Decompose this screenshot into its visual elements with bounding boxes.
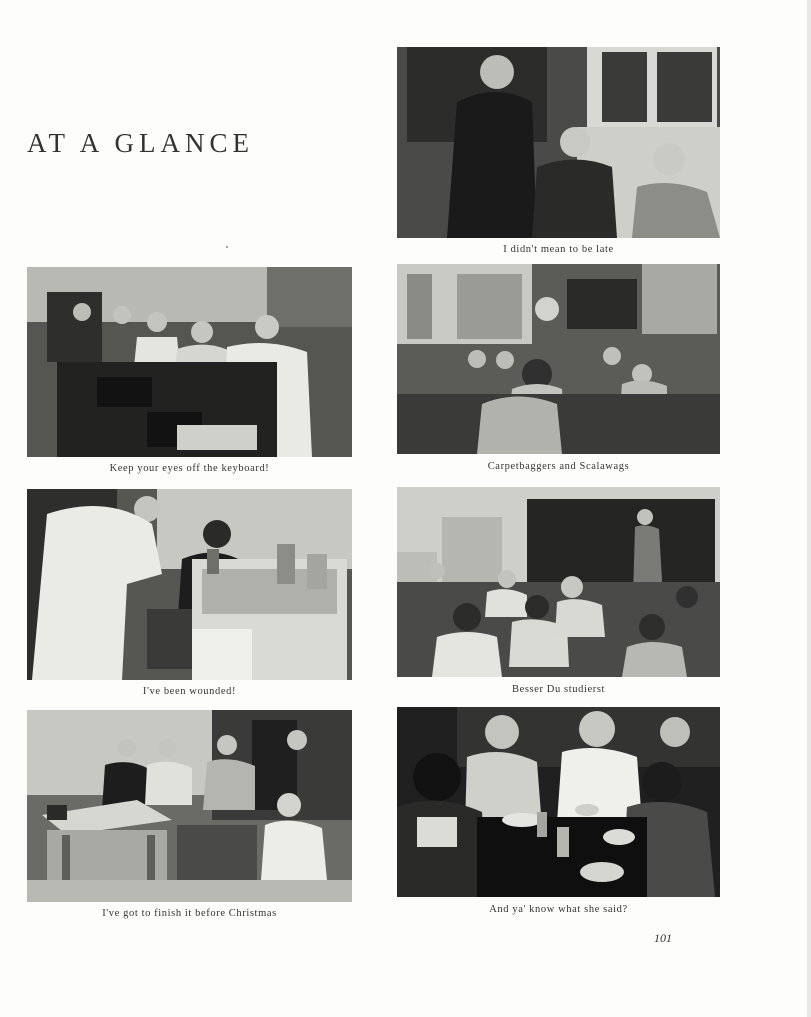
- photo-late-arrival: [397, 47, 720, 238]
- caption-german-class: Besser Du studierst: [511, 684, 606, 695]
- photo-shop-class: [27, 710, 352, 902]
- caption-late-arrival: I didn't mean to be late: [503, 244, 614, 255]
- scan-edge: [807, 0, 811, 1017]
- caption-shop-class: I've got to finish it before Christmas: [102, 908, 277, 919]
- caption-typing-class: Keep your eyes off the keyboard!: [109, 463, 270, 474]
- photo-typing-class: [27, 267, 352, 457]
- page-number: 101: [654, 931, 672, 945]
- caption-history-class: Carpetbaggers and Scalawags: [487, 461, 630, 472]
- caption-cafeteria: And ya' know what she said?: [489, 904, 628, 915]
- photo-nurse-office: [27, 489, 352, 680]
- ink-dot: [226, 246, 228, 248]
- caption-nurse-office: I've been wounded!: [142, 686, 237, 697]
- photo-history-class: [397, 264, 720, 454]
- page-heading: AT A GLANCE: [27, 128, 255, 158]
- photo-cafeteria: [397, 707, 720, 897]
- photo-german-class: [397, 487, 720, 677]
